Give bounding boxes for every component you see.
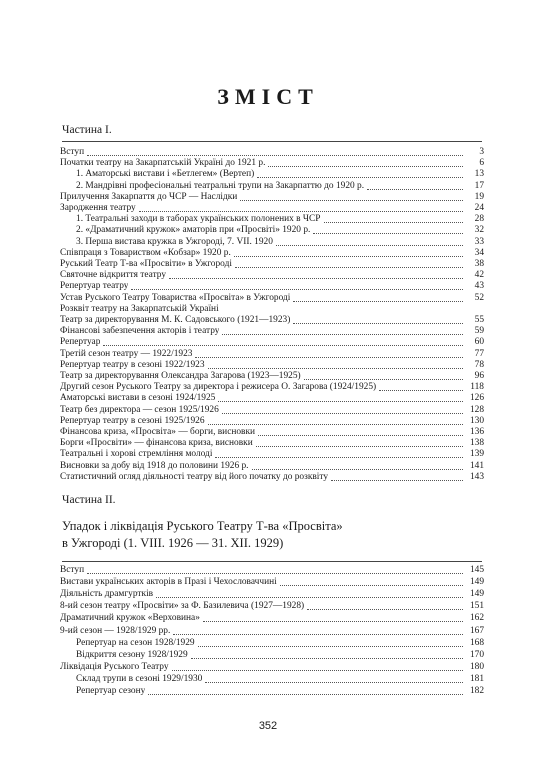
- toc-entry-label: 3. Перша вистава кружка в Ужгороді, 7. VII. 1920: [76, 236, 273, 247]
- toc-entry-page: 28: [474, 214, 484, 225]
- toc-entry-page: 33: [474, 236, 484, 247]
- page-number: 352: [258, 720, 278, 732]
- toc-entry-label: 8-ий сезон театру «Просвіти» за Ф. Базилевича (1927—1928): [60, 601, 305, 612]
- toc-entry-page: 77: [474, 348, 484, 359]
- toc-leader-dots: [148, 694, 463, 695]
- toc-entry-label: Вступ: [60, 565, 85, 575]
- toc-entry-page: 130: [469, 415, 484, 426]
- part1-heading: Частина І.: [62, 124, 112, 136]
- toc-entry-label: Вистави українських акторів в Празі і Чехословаччині: [60, 577, 277, 588]
- toc-entry-label: 2. «Драматичний кружок» аматорів при «Просвіті» 1920 р.: [76, 225, 311, 236]
- toc-entry-page: 141: [469, 460, 484, 471]
- toc-entry-page: 149: [469, 577, 484, 588]
- toc-leader-dots: [331, 480, 463, 481]
- part2-heading: Частина II.: [62, 494, 116, 506]
- toc-entry-label: Фінансові забезпечення акторів і театру: [60, 326, 220, 337]
- toc-entry-page: 43: [474, 281, 484, 292]
- toc-entry-label: Репертуар на сезон 1928/1929: [76, 637, 195, 648]
- toc-entry-label: Розквіт театру на Закарпатській Україні: [60, 303, 219, 314]
- toc-entry-label: Фінансова криза, «Просвіта» — борги, висновки: [60, 427, 256, 437]
- part2-subheading: [62, 518, 482, 552]
- toc-entry-page: 24: [474, 203, 484, 213]
- toc-entry-page: 55: [474, 315, 484, 325]
- toc-entry-label: Святочне відкриття театру: [60, 270, 167, 281]
- toc-entry-label: 1. Аматорські вистави і «Бетлегем» (Вертеп): [76, 169, 255, 180]
- toc-entry-label: Театр без директора — сезон 1925/1926: [60, 404, 219, 415]
- toc-entry-page: 139: [469, 449, 484, 460]
- toc-entry-label: Зародження театру: [60, 203, 136, 213]
- toc-entry-page: 136: [469, 427, 484, 437]
- toc-entry-page: 96: [474, 371, 484, 381]
- toc-entry-label: Початки театру на Закарпатській Україні до 1921 р.: [60, 158, 266, 169]
- toc-entry-label: Театр за директорування Олександра Загарова (1923—1925): [60, 371, 301, 381]
- toc-entry: [60, 469, 484, 483]
- part2-subheading-line1: Упадок і ліквідація Руського Театру Т-ва «Просвіта»: [62, 519, 343, 533]
- toc-entry-label: Відкриття сезону 1928/1929: [76, 649, 188, 660]
- toc-entry-label: Ліквідація Руського Театру: [60, 661, 169, 672]
- toc-entry-label: Другий сезон Руського Театру за директора і режисера О. Загарова (1924/1925): [60, 382, 377, 393]
- toc-entry-label: 2. Мандрівні професіональні театральні трупи на Закарпаттю до 1920 р.: [76, 180, 365, 191]
- toc-entry-label: Театр за директорування М. К. Садовського (1921—1923): [60, 315, 291, 325]
- toc-entry-label: Репертуар сезону: [76, 686, 146, 696]
- toc-entry-label: Драматичний кружок «Верховина»: [60, 613, 200, 624]
- toc-entry-page: 59: [474, 326, 484, 337]
- toc-entry-page: 19: [474, 191, 484, 202]
- toc-entry-page: 151: [469, 601, 484, 612]
- toc-entry-label: Репертуар театру в сезоні 1922/1923: [60, 359, 205, 370]
- toc-entry-page: 162: [469, 613, 484, 624]
- toc-entry-page: 6: [479, 158, 484, 169]
- toc-entry-page: 181: [469, 673, 484, 684]
- toc-entry-page: 143: [469, 471, 484, 482]
- toc-entry-page: 42: [474, 270, 484, 281]
- toc-entry-label: Прилучення Закарпаття до ЧСР — Наслідки: [60, 191, 238, 202]
- part2-subheading-line2: в Ужгороді (1. VIII. 1926 — 31. XII. 1929): [62, 536, 284, 550]
- toc-entry-page: 38: [474, 259, 484, 269]
- toc-entry-page: 118: [470, 382, 484, 393]
- toc-entry-label: Репертуар театру: [60, 281, 129, 292]
- toc-entry-page: 168: [469, 637, 484, 648]
- toc-entry-label: Руський Театр Т-ва «Просвіти» в Ужгороді: [60, 259, 232, 269]
- toc-entry-page: 149: [469, 589, 484, 600]
- toc-entry-page: 60: [474, 337, 484, 348]
- toc-entry-page: 170: [469, 649, 484, 660]
- toc-entry-page: 34: [474, 247, 484, 258]
- toc-entry-label: Устав Руського Театру Товариства «Просвіта» в Ужгороді: [60, 292, 291, 303]
- toc-entry-page: 128: [469, 404, 484, 415]
- toc-entry-label: Висновки за добу від 1918 до половини 1926 р.: [60, 460, 249, 471]
- toc-entry-page: 3: [479, 147, 484, 157]
- toc-entry-page: 145: [469, 565, 484, 575]
- toc-entry-page: 167: [469, 625, 484, 636]
- toc-entry-page: 78: [474, 359, 484, 370]
- toc-entry-page: 52: [474, 292, 484, 303]
- part1-rule: [62, 141, 482, 142]
- toc-entry-label: Співпраця з Товариством «Кобзар» 1920 р.: [60, 247, 231, 258]
- toc-entry-page: 126: [469, 393, 484, 404]
- toc-entry-label: 1. Театральні заходи в таборах українських полонених в ЧСР: [76, 214, 321, 225]
- toc-entry-label: Аматорські вистави в сезоні 1924/1925: [60, 393, 216, 404]
- toc-entry-page: 138: [469, 438, 484, 449]
- toc-entry-page: 182: [469, 686, 484, 696]
- toc-entry: [60, 683, 484, 697]
- toc-entry-label: Склад трупи в сезоні 1929/1930: [76, 673, 203, 684]
- toc-entry-label: 9-ий сезон — 1928/1929 рр.: [60, 625, 171, 636]
- toc-entry-page: 17: [474, 180, 484, 191]
- toc-entry-page: 13: [474, 169, 484, 180]
- page-title: ЗМІСТ: [217, 84, 319, 109]
- toc-entry-label: Статистичний огляд діяльності театру від його початку до розквіту: [60, 471, 329, 482]
- toc-entry-page: 32: [474, 225, 484, 236]
- toc-entry-label: Діяльність драмгуртків: [60, 589, 154, 600]
- toc-entry-page: 180: [469, 661, 484, 672]
- toc-entry-label: Третій сезон театру — 1922/1923: [60, 348, 193, 359]
- toc-entry-label: Театральні і хорові стремління молоді: [60, 449, 213, 460]
- toc-entry-label: Репертуар: [60, 337, 101, 348]
- toc-entry-label: Репертуар театру в сезоні 1925/1926: [60, 415, 205, 426]
- toc-entry-label: Вступ: [60, 147, 85, 157]
- toc-entry-label: Борги «Просвіти» — фінансова криза, висновки: [60, 438, 253, 449]
